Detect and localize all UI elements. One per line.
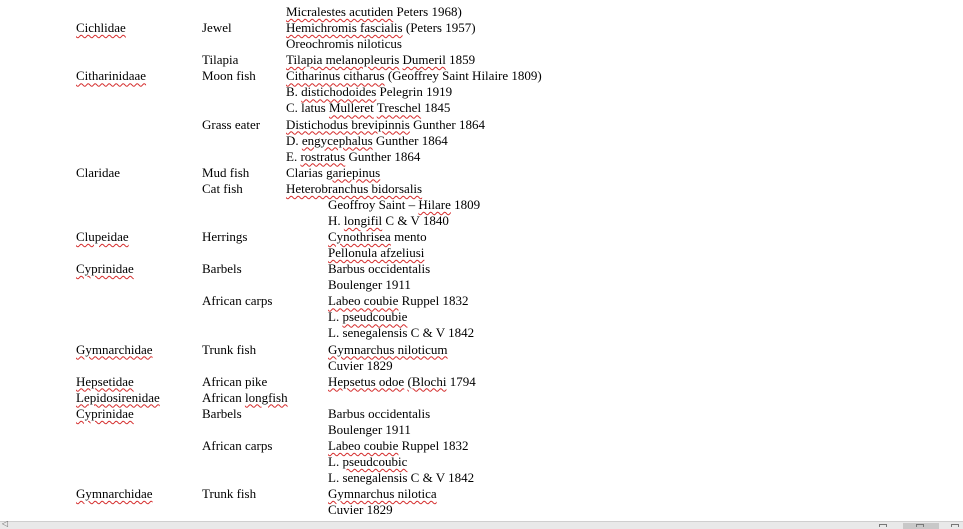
common-name-cell — [202, 68, 256, 84]
species-cell — [328, 422, 411, 438]
spellcheck-word: Hepsetus odoe — [328, 373, 405, 389]
text-run: Barbels — [202, 261, 242, 277]
spellcheck-word: Cyprinidae — [76, 405, 134, 421]
text-run: Barbus occidentalis — [328, 261, 431, 277]
table-row — [0, 20, 963, 36]
table-row — [0, 213, 963, 229]
spellcheck-word: Tilapia melanopleuris — [286, 52, 400, 68]
table-row — [0, 502, 963, 518]
spellcheck-word: distichodoides — [301, 84, 377, 100]
spellcheck-word: Cyprinidae — [76, 261, 134, 277]
family-cell — [76, 486, 153, 502]
spellcheck-word: Hilare — [418, 196, 451, 212]
spellcheck-word: Hemichromis fascialis — [286, 20, 403, 36]
common-name-cell — [202, 406, 242, 422]
spellcheck-word: pseudcoubie — [342, 309, 408, 325]
common-name-cell — [202, 293, 272, 309]
common-name-cell — [202, 374, 267, 390]
table-row — [0, 84, 963, 100]
text-run: (Peters 1957) — [402, 20, 476, 36]
text-run: Pelegrin 1919 — [376, 84, 453, 100]
text-run: Ruppel 1832 — [398, 437, 469, 453]
species-cell — [286, 100, 450, 116]
text-run: 1845 — [421, 100, 451, 116]
species-cell — [286, 20, 476, 36]
table-row — [0, 342, 963, 358]
species-cell — [286, 4, 462, 20]
table-row — [0, 486, 963, 502]
text-run: Barbels — [202, 405, 242, 421]
text-run: Cuvier 1829 — [328, 502, 393, 518]
species-cell — [328, 293, 468, 309]
species-cell — [328, 502, 393, 518]
spellcheck-word: Heterobranchus bidorsalis — [286, 180, 423, 196]
text-run: Tilapia — [202, 52, 239, 68]
text-run: Jewel — [202, 20, 232, 36]
species-cell — [328, 486, 437, 502]
species-cell — [286, 52, 475, 68]
text-run: Trunk fish — [202, 341, 257, 357]
table-row — [0, 261, 963, 277]
species-cell — [286, 133, 448, 149]
species-cell — [328, 277, 411, 293]
common-name-cell — [202, 117, 260, 133]
text-run: Barbus occidentalis — [328, 405, 431, 421]
species-cell — [286, 181, 422, 197]
species-cell — [328, 261, 430, 277]
common-name-cell — [202, 229, 248, 245]
spellcheck-word: pseudcoubic — [342, 454, 408, 469]
family-cell — [76, 342, 153, 358]
text-run: Boulenger 1911 — [328, 277, 411, 293]
text-run: Gunther 1864 — [345, 148, 421, 164]
text-run: E. — [286, 148, 301, 164]
table-row — [0, 309, 963, 325]
family-cell — [76, 390, 160, 406]
table-row — [0, 68, 963, 84]
spellcheck-word: Gymnarchus nilotica — [328, 486, 437, 502]
common-name-cell — [202, 52, 238, 68]
text-run: African carps — [202, 293, 273, 309]
spellcheck-word: Labeo coubie — [328, 437, 399, 453]
text-run: Trunk fish — [202, 486, 257, 502]
spellcheck-word: rostratus — [300, 148, 346, 164]
text-run: mento — [390, 229, 427, 244]
table-row — [0, 390, 963, 406]
text-run: D. — [286, 132, 302, 148]
spellcheck-word: Gymnarchidae — [76, 341, 153, 357]
spellcheck-word: Cynothrisea — [328, 229, 391, 244]
text-run: L. senegalensis C & V 1842 — [328, 325, 475, 341]
text-run: Gunther 1864 — [409, 116, 485, 132]
species-cell — [328, 309, 407, 325]
table-row — [0, 358, 963, 374]
spellcheck-word: Lepidosirenidae — [76, 389, 160, 405]
text-run: C. latus — [286, 100, 329, 116]
text-run: Gunther 1864 — [372, 132, 448, 148]
spellcheck-word: (Blochi — [407, 373, 447, 389]
species-cell — [328, 358, 393, 374]
table-row — [0, 229, 963, 245]
spellcheck-word: Dumeril — [402, 52, 446, 68]
table-row — [0, 100, 963, 116]
scroll-left-icon[interactable]: ◁ — [2, 519, 9, 528]
text-run: Mud fish — [202, 164, 250, 180]
text-run: 1794 — [446, 373, 476, 389]
spellcheck-word: gariepinus — [326, 164, 381, 180]
spellcheck-word: Pellonula afzeliusi — [328, 245, 425, 261]
text-run: L. — [328, 454, 343, 469]
common-name-cell — [202, 438, 272, 454]
family-cell — [76, 406, 134, 422]
table-row — [0, 165, 963, 181]
text-run: Grass eater — [202, 116, 261, 132]
text-run: Clarias — [286, 164, 327, 180]
status-bar — [0, 521, 963, 529]
text-run: H. — [328, 212, 344, 228]
species-cell — [286, 149, 420, 165]
spellcheck-word: Gymnarchus niloticum — [328, 341, 448, 357]
table-row — [0, 374, 963, 390]
species-cell — [328, 229, 427, 245]
spellcheck-word: Citharinidaae — [76, 68, 147, 84]
species-cell — [286, 117, 485, 133]
table-row — [0, 117, 963, 133]
species-cell — [286, 36, 402, 52]
text-run: African — [202, 389, 245, 405]
spellcheck-word: Cichlidae — [76, 20, 126, 36]
family-cell — [76, 20, 126, 36]
spellcheck-word: Micralestes acutiden — [286, 4, 394, 19]
table-row — [0, 149, 963, 165]
table-row — [0, 197, 963, 213]
species-cell — [328, 342, 448, 358]
species-cell — [328, 454, 407, 470]
text-run: L. senegalensis C & V 1842 — [328, 470, 475, 485]
table-row — [0, 36, 963, 52]
species-cell — [328, 406, 430, 422]
spellcheck-word: longifil — [343, 212, 383, 228]
family-cell — [76, 229, 129, 245]
family-cell — [76, 374, 134, 390]
table-row — [0, 4, 963, 20]
text-run: Herrings — [202, 229, 248, 244]
text-run: Geoffroy Saint – — [328, 196, 419, 212]
spellcheck-word: Citharinus citharus — [286, 68, 385, 84]
text-run: African pike — [202, 373, 268, 389]
table-row — [0, 470, 963, 486]
table-row — [0, 293, 963, 309]
spellcheck-word: Hepsetidae — [76, 373, 134, 389]
table-row — [0, 325, 963, 341]
spellcheck-word: engycephalus — [301, 132, 373, 148]
print-layout-icon[interactable] — [903, 523, 939, 529]
species-cell — [286, 68, 542, 84]
common-name-cell — [202, 181, 243, 197]
text-run: Cuvier 1829 — [328, 357, 393, 373]
spellcheck-word: Treschel — [376, 100, 422, 116]
species-cell — [328, 325, 474, 341]
family-cell — [76, 165, 120, 181]
spellcheck-word: longfish — [244, 389, 288, 405]
species-cell — [328, 213, 449, 229]
read-mode-icon[interactable] — [876, 523, 890, 529]
table-row — [0, 133, 963, 149]
species-cell — [328, 245, 424, 261]
text-run: 1859 — [445, 52, 476, 68]
family-cell — [76, 68, 146, 84]
table-row — [0, 245, 963, 261]
table-row — [0, 52, 963, 68]
species-cell — [328, 438, 468, 454]
common-name-cell — [202, 261, 242, 277]
species-cell — [328, 197, 480, 213]
text-run: Moon fish — [202, 68, 256, 84]
text-run: Oreochromis niloticus — [286, 36, 402, 52]
table-row — [0, 181, 963, 197]
text-run: L. — [328, 309, 343, 325]
text-run: Boulenger 1911 — [328, 421, 411, 437]
text-run: Claridae — [76, 164, 121, 180]
text-run: 1809 — [450, 196, 481, 212]
web-layout-icon[interactable] — [948, 523, 962, 529]
species-cell — [328, 374, 476, 390]
family-cell — [76, 261, 134, 277]
text-run: (Geoffrey Saint Hilaire 1809) — [384, 68, 542, 84]
spellcheck-word: Clupeidae — [76, 229, 129, 244]
common-name-cell — [202, 165, 249, 181]
text-run: Ruppel 1832 — [398, 293, 469, 309]
table-row — [0, 277, 963, 293]
text-run: Cat fish — [202, 180, 243, 196]
spellcheck-word: Distichodus brevipinnis — [286, 116, 410, 132]
species-cell — [286, 165, 380, 181]
species-cell — [286, 84, 452, 100]
common-name-cell — [202, 342, 256, 358]
text-run: B. — [286, 84, 302, 100]
species-cell — [328, 470, 474, 486]
spellcheck-word: Gymnarchidae — [76, 486, 153, 502]
text-run: African carps — [202, 437, 273, 453]
table-row — [0, 438, 963, 454]
common-name-cell — [202, 390, 288, 406]
table-row — [0, 454, 963, 470]
common-name-cell — [202, 20, 232, 36]
text-run: C & V 1840 — [382, 212, 449, 228]
table-row — [0, 422, 963, 438]
spellcheck-word: Mulleret — [328, 100, 374, 116]
common-name-cell — [202, 486, 256, 502]
table-row — [0, 406, 963, 422]
spellcheck-word: Labeo coubie — [328, 293, 399, 309]
text-run: Peters 1968) — [393, 4, 462, 19]
